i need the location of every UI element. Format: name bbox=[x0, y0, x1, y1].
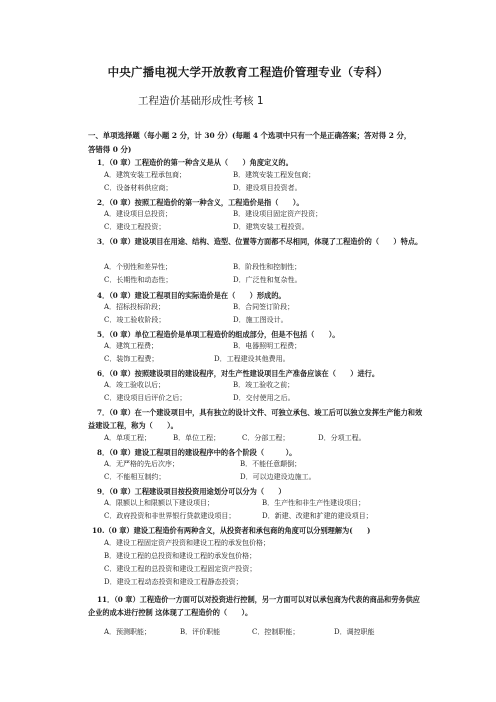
q1-option-a: A．建筑安装工程承包商； bbox=[104, 171, 187, 179]
q3-option-b: B．阶段性和控制性； bbox=[233, 263, 302, 271]
q8-option-c: C．不能相互制约； bbox=[104, 473, 166, 481]
question-4: 4．（0 章）建设工程项目的实际造价是在（ ）形成的。 bbox=[97, 291, 286, 300]
q4-option-a: A．招标投标阶段； bbox=[104, 303, 166, 311]
q6-option-d: D．交付使用之后。 bbox=[233, 394, 295, 402]
q11-option-c: C．控制职能； bbox=[252, 628, 300, 636]
q2-option-c: C．建设工程投资； bbox=[104, 223, 166, 231]
q2-option-b: B．建设项目固定资产投资； bbox=[233, 210, 323, 218]
q5-option-b: B．电器照明工程费； bbox=[233, 342, 302, 350]
q5-option-c: C．装饰工程费； bbox=[104, 355, 159, 363]
question-9: 9．（0 章）工程建设项目按投资用途划分可以分为（ ） bbox=[97, 487, 286, 496]
q2-option-d: D．建筑安装工程投资。 bbox=[233, 223, 309, 231]
q6-option-a: A．竣工验收以后； bbox=[104, 381, 166, 389]
q2-option-a: A．建设项目总投资； bbox=[104, 210, 173, 218]
q7-option-d: D．分项工程。 bbox=[318, 434, 366, 442]
q10-option-d: D．建设工程动态投资和建设工程静态投资； bbox=[104, 578, 243, 586]
section-heading: 一、单项选择题（每小题 2 分，计 30 分）(每题 4 个选项中只有一个是正确答案；答对得 2 分，答错得 0 分) bbox=[88, 131, 412, 154]
question-6: 6．（0 章）按照建设项目的建设程序，对生产性建设项目生产准备应该在（ ）进行。 bbox=[97, 369, 380, 378]
question-11: 11．（0 章）工程造价一方面可以对投资进行控制，另一方面可以对以承包商为代表的商品和劳务供应企业的成本进行控制 这体现了工程造价的（ ）。 bbox=[88, 595, 420, 617]
q8-option-a: A．无严格的先后次序； bbox=[104, 460, 180, 468]
q10-option-a: A．建设工程固定资产投资和建设工程的承发包价格； bbox=[104, 539, 271, 547]
question-10: 10.（0 章）建设工程造价有两种含义，从投资者和承包商的角度可以分别理解为( ) bbox=[92, 526, 371, 535]
q5-option-a: A．建筑工程费； bbox=[104, 342, 159, 350]
q3-option-a: A．个别性和差异性； bbox=[104, 263, 173, 271]
q6-option-c: C．建设项目后评价之后； bbox=[104, 394, 187, 402]
question-5: 5．（0 章）单位工程造价是单项工程造价的组成部分，但是不包括（ ）。 bbox=[97, 330, 340, 339]
q4-option-b: B．合同签订阶段； bbox=[233, 303, 295, 311]
q11-option-d: D．调控职能 bbox=[334, 628, 375, 636]
q10-option-b: B．建设工程的总投资和建设工程的承发包价格； bbox=[104, 552, 257, 560]
question-1: 1．（0 章）工程造价的第一种含义是从（ ）角度定义的。 bbox=[97, 158, 293, 167]
q3-option-c: C．长期性和动态性； bbox=[104, 276, 173, 284]
q8-option-b: B．不能任意颠倒； bbox=[240, 460, 302, 468]
question-3: 3．（0 章）建设项目在用途、结构、造型、位置等方面都不尽相同，体现了工程造价的（ ）特点。 bbox=[97, 237, 423, 246]
q5-option-d: D．工程建设其他费用。 bbox=[214, 355, 290, 363]
q7-option-b: B．单位工程； bbox=[173, 434, 221, 442]
q3-option-d: D．广泛性和复杂性。 bbox=[233, 276, 302, 284]
question-2: 2．（0 章）按照工程造价的第一种含义，工程造价是指（ ）。 bbox=[97, 198, 304, 207]
question-8: 8．（0 章）建设工程项目的建设程序中的各个阶段（ ）。 bbox=[97, 448, 297, 457]
q11-option-b: B．评价职能 bbox=[180, 628, 221, 636]
q1-option-d: D．建设项目投资者。 bbox=[233, 184, 302, 192]
q7-option-a: A．单项工程； bbox=[104, 434, 152, 442]
q9-option-a: A．限额以上和限额以下建设项目； bbox=[104, 499, 215, 507]
q9-option-b: B．生产性和非生产性建设项目； bbox=[262, 499, 366, 507]
q9-option-d: D．新建、改建和扩建的建设项目； bbox=[262, 512, 373, 520]
document-subtitle: 工程造价基础形成性考核 1 bbox=[138, 95, 264, 107]
q6-option-b: B．竣工验收之前； bbox=[233, 381, 295, 389]
q10-option-c: C．建设工程的总投资和建设工程固定资产投资； bbox=[104, 565, 257, 573]
q8-option-d: D．可以边建设边施工。 bbox=[240, 473, 316, 481]
question-7: 7．（0 章）在一个建设项目中，具有独立的设计文件、可独立承包、竣工后可以独立发挥生产能力和效益建设工程，称为（ ）。 bbox=[88, 408, 423, 430]
q4-option-d: D．施工图设计。 bbox=[233, 316, 288, 324]
q4-option-c: C．竣工验收阶段； bbox=[104, 316, 166, 324]
q1-option-c: C．设备材料供应商； bbox=[104, 184, 173, 192]
q1-option-b: B．建筑安装工程发包商； bbox=[233, 171, 316, 179]
q9-option-c: C．政府投资和非世界银行贷款建设项目； bbox=[104, 512, 236, 520]
q11-option-a: A．预测职能； bbox=[104, 628, 152, 636]
document-title: 中央广播电视大学开放教育工程造价管理专业（专科） bbox=[107, 65, 389, 79]
q7-option-c: C．分部工程； bbox=[242, 434, 290, 442]
